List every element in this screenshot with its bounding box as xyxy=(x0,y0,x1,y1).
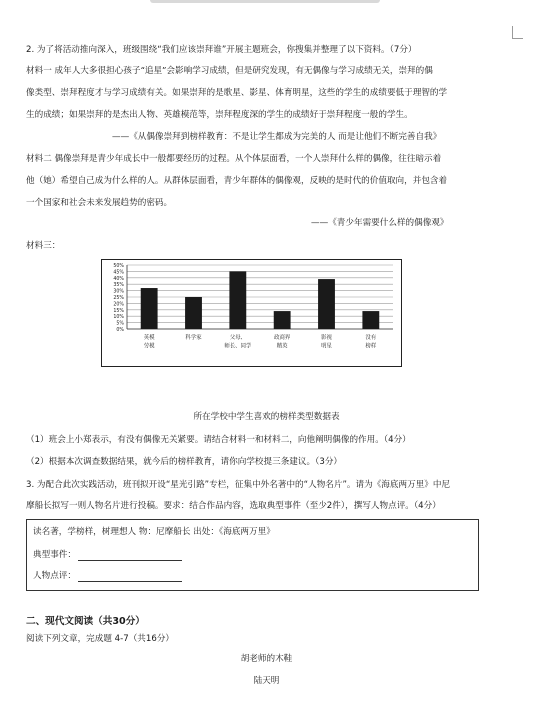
material2-line1: 材料二 偶像崇拜是青少年成长中一般都要经历的过程。从个体层面看，一个人崇拜什么样的偶像，往往暗示着 xyxy=(26,154,442,164)
bar xyxy=(274,311,291,329)
q2-sub2: （2）根据本次调查数据结果，就今后的榜样教育，请你向学校提三条建议。（3分） xyxy=(26,457,343,467)
article-title: 胡老师的木鞋 xyxy=(240,654,293,664)
q2-sub1: （1）班会上小郑表示，有没有偶像无关紧要。请结合材料一和材料二，向他阐明偶像的作用。（4分） xyxy=(26,435,411,445)
bar xyxy=(362,311,379,329)
bar xyxy=(318,279,335,329)
chart-caption: 所在学校中学生喜欢的榜样类型数据表 xyxy=(193,412,340,422)
card-header: 读名著，学榜样，树理想人 物：尼摩船长 出处：《海底两万里》 xyxy=(33,527,275,537)
material1-source: ——《从偶像崇拜到榜样教育：不是让学生都成为完美的人 而是让他们不断完善自我》 xyxy=(112,132,442,142)
x-tick-label: 政商界 xyxy=(274,335,291,341)
q3-line1: 3. 为配合此次实践活动，班刊拟开设“星光引路”专栏，征集中外名著中的“人物名片”。请为《海底两万里》中尼 xyxy=(26,480,451,490)
y-tick-label: 35% xyxy=(113,283,124,289)
x-tick-label: 科学家 xyxy=(185,335,202,341)
event-row xyxy=(33,550,182,561)
x-tick-label: 英模 xyxy=(143,335,155,341)
x-tick-label: 师长、同学 xyxy=(224,343,252,350)
comment-row xyxy=(33,571,182,582)
material1-line1: 材料一 成年人大多很担心孩子“追星”会影响学习成绩，但是研究发现，有无偶像与学习成绩无关，崇拜的偶 xyxy=(26,66,433,76)
bar xyxy=(141,288,158,329)
y-tick-label: 50% xyxy=(113,264,124,269)
event-blank[interactable] xyxy=(78,551,182,561)
bar-chart-svg xyxy=(102,260,401,366)
material2-line2: 他（她）希望自己成为什么样的人。从群体层面看，青少年群体的偶像观，反映的是时代的价值取向，并包含着 xyxy=(26,176,448,186)
y-tick-label: 40% xyxy=(113,276,124,282)
material1-line2: 像类型、崇拜程度才与学习成绩有关。如果崇拜的是歌星、影星、体育明星，这些的学生的成绩要低于理智的学 xyxy=(26,88,448,98)
x-tick-label: 没有 xyxy=(365,335,377,341)
top-shadow xyxy=(150,0,380,3)
section2-instruction: 阅读下列文章，完成题 4-7（共16分） xyxy=(26,634,175,644)
y-tick-label: 45% xyxy=(113,270,124,276)
x-tick-label: 父母、 xyxy=(229,335,246,341)
bar-chart xyxy=(101,259,402,367)
bar xyxy=(185,297,202,329)
y-tick-label: 30% xyxy=(113,289,124,295)
material1-line3: 生的成绩；如果崇拜的是杰出人物、英雄模范等，崇拜程度深的学生的成绩好于崇拜程度一般的学生。 xyxy=(26,110,413,120)
y-tick-label: 15% xyxy=(113,308,124,314)
material2-line3: 一个国家和社会未来发展趋势的密码。 xyxy=(26,198,173,208)
y-tick-label: 10% xyxy=(113,315,124,321)
material2-source: ——《青少年需要什么样的偶像观》 xyxy=(311,218,449,228)
section2-heading: 二、现代文阅读（共30分） xyxy=(26,616,145,627)
y-tick-label: 0% xyxy=(116,328,124,333)
y-tick-label: 25% xyxy=(113,296,124,301)
x-tick-label: 榜样 xyxy=(365,343,377,350)
y-tick-label: 20% xyxy=(113,302,124,308)
character-card-box xyxy=(26,519,479,591)
x-tick-label: 劳模 xyxy=(143,343,155,350)
comment-label: 人物点评： xyxy=(33,571,76,581)
x-tick-label: 精英 xyxy=(276,343,288,350)
y-tick-label: 5% xyxy=(116,321,124,327)
article-author: 陆天明 xyxy=(253,676,280,686)
comment-blank[interactable] xyxy=(78,572,182,582)
event-label: 典型事件： xyxy=(33,550,76,560)
x-tick-label: 影视 xyxy=(321,335,332,341)
q3-line2: 摩船长拟写一则人物名片进行投稿。要求：结合作品内容，选取典型事件（至少2件），撰写人物点评。（4分） xyxy=(26,501,441,511)
page-corner-mark xyxy=(512,26,523,39)
material3-label: 材料三： xyxy=(26,241,61,251)
x-tick-label: 明星 xyxy=(321,343,332,350)
bar xyxy=(229,271,246,329)
q2-intro: 2. 为了将活动推向深入，班级围绕“我们应该崇拜谁”开展主题班会，你搜集并整理了以下资料。（7分） xyxy=(26,45,417,55)
